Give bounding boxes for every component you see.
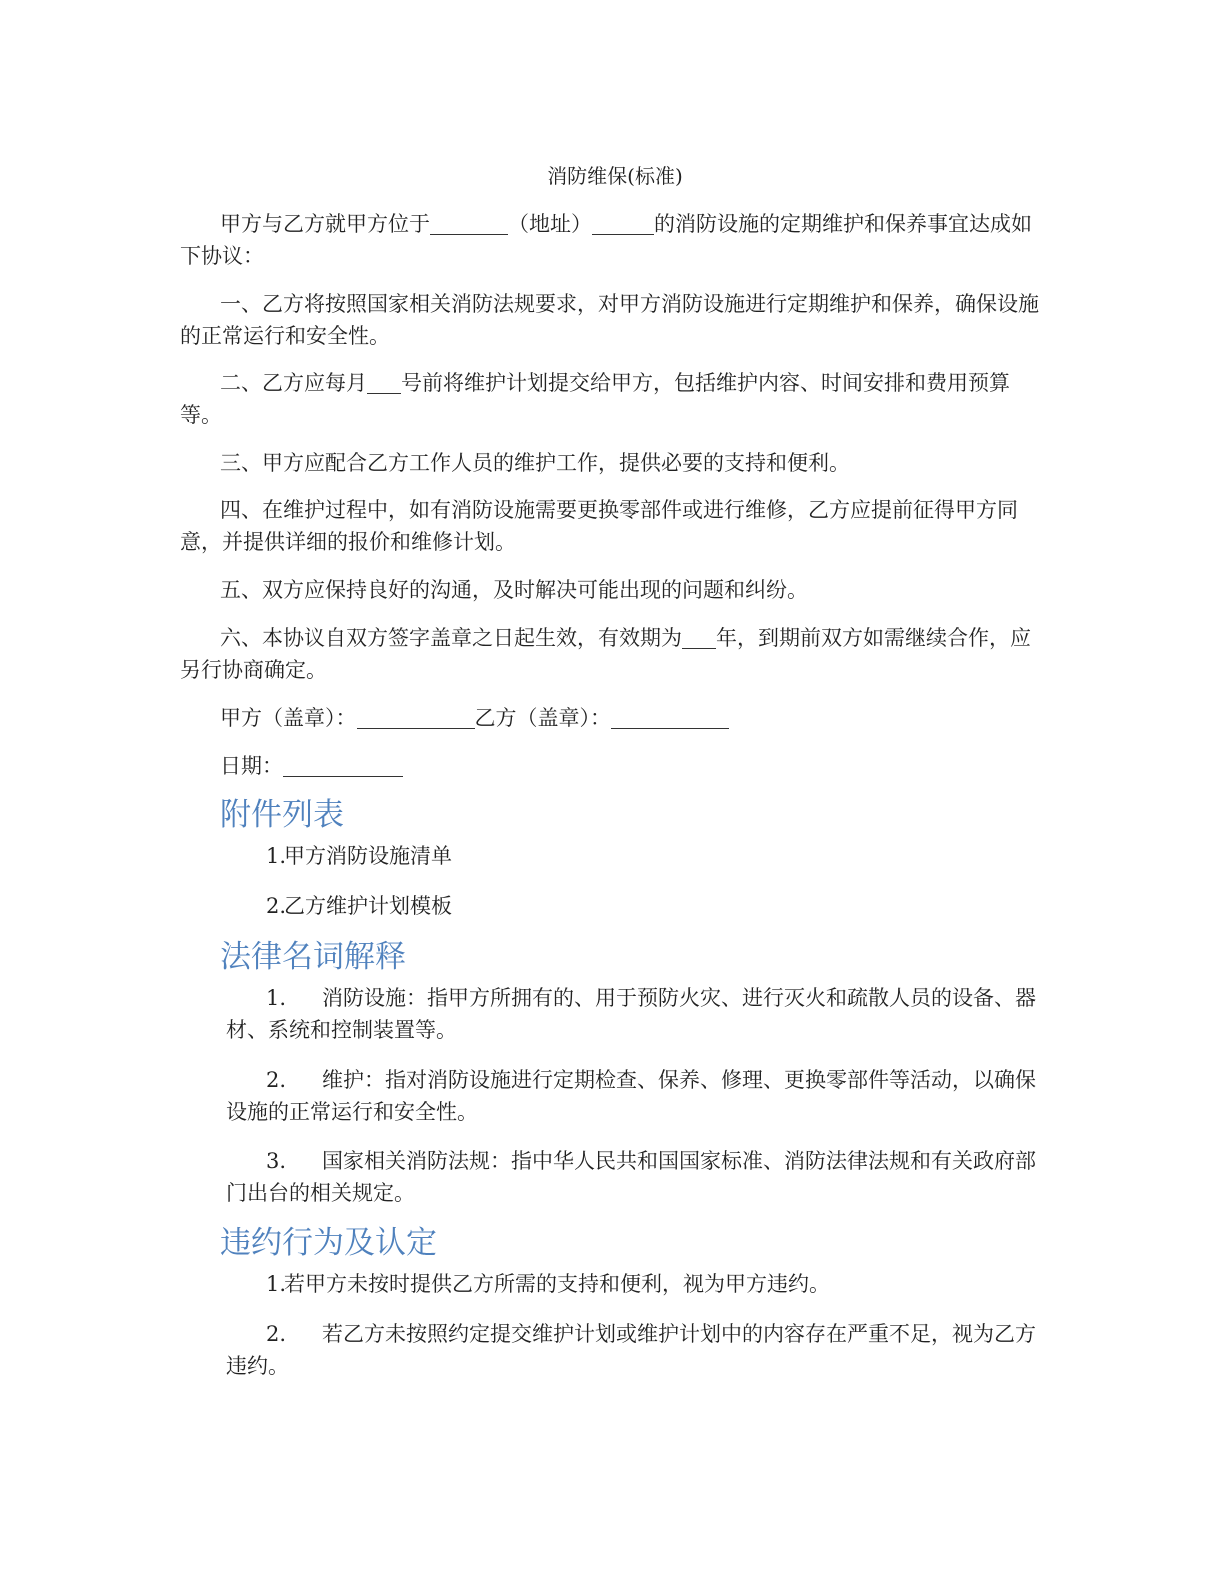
list-number: 2.: [266, 1322, 287, 1346]
list-item: [226, 840, 1046, 872]
address-blank-2[interactable]: [592, 212, 654, 235]
party-b-signature-field[interactable]: [611, 706, 729, 729]
list-number: 1.: [266, 1272, 287, 1296]
list-text: 消防设施：指甲方所拥有的、用于预防火灾、进行灭火和疏散人员的设备、器材、系统和控制装置等。: [226, 986, 1036, 1042]
date-line: [220, 750, 403, 782]
list-item: [226, 1145, 1046, 1209]
list-item: [226, 1064, 1046, 1128]
list-number: 2.: [266, 894, 287, 918]
list-text: 若甲方未按时提供乙方所需的支持和便利，视为甲方违约。: [284, 1272, 830, 1296]
intro-text-3: 的消防设施的定期维护和保养事宜达成如下协议：: [180, 212, 1032, 268]
list-number: 3.: [266, 1149, 287, 1173]
day-blank[interactable]: [367, 371, 401, 394]
date-label: 日期：: [220, 754, 283, 778]
definitions-heading: 法律名词解释: [220, 939, 406, 975]
clause-2-text-a: 二、乙方应每月: [220, 371, 367, 395]
attachments-heading: 附件列表: [220, 797, 344, 833]
clause-6-text-a: 六、本协议自双方签字盖章之日起生效，有效期为: [220, 626, 682, 650]
clause-6: [180, 622, 1040, 686]
clause-4: 四、在维护过程中，如有消防设施需要更换零部件或进行维修，乙方应提前征得甲方同意，并提供详细的报价和维修计划。: [180, 498, 1018, 554]
clause-1: 一、乙方将按照国家相关消防法规要求，对甲方消防设施进行定期维护和保养，确保设施的正常运行和安全性。: [180, 292, 1039, 348]
party-b-label: 乙方（盖章）：: [474, 706, 611, 730]
list-text: 维护：指对消防设施进行定期检查、保养、修理、更换零部件等活动，以确保设施的正常运行和安全性。: [226, 1068, 1036, 1124]
clause-2: [180, 367, 1040, 431]
list-number: 1.: [266, 844, 287, 868]
clause-6-text-b: 年，到期前双方如需继续合作，应另行协商确定。: [180, 626, 1031, 682]
document-page: [180, 0, 1050, 1584]
signature-line: [220, 702, 729, 734]
date-field[interactable]: [283, 754, 403, 777]
clause-2-text-b: 号前将维护计划提交给甲方，包括维护内容、时间安排和费用预算等。: [180, 371, 1010, 427]
list-item: [226, 1268, 1046, 1300]
clause-3: 三、甲方应配合乙方工作人员的维护工作，提供必要的支持和便利。: [220, 451, 850, 475]
years-blank[interactable]: [682, 626, 716, 649]
list-item: [226, 982, 1046, 1046]
list-number: 1.: [266, 986, 287, 1010]
document-title: 消防维保(标准): [547, 164, 683, 188]
clause-5: 五、双方应保持良好的沟通，及时解决可能出现的问题和纠纷。: [220, 578, 808, 602]
intro-text-2: （地址）: [508, 212, 592, 236]
list-item: [226, 1318, 1046, 1382]
party-a-label: 甲方（盖章）：: [220, 706, 357, 730]
list-number: 2.: [266, 1068, 287, 1092]
list-text: 甲方消防设施清单: [284, 844, 452, 868]
intro-text-1: 甲方与乙方就甲方位于: [220, 212, 430, 236]
party-a-signature-field[interactable]: [357, 706, 475, 729]
address-blank[interactable]: [430, 212, 508, 235]
list-text: 若乙方未按照约定提交维护计划或维护计划中的内容存在严重不足，视为乙方违约。: [226, 1322, 1036, 1378]
list-text: 乙方维护计划模板: [284, 894, 452, 918]
list-item: [226, 890, 1046, 922]
breach-heading: 违约行为及认定: [220, 1225, 437, 1261]
intro-paragraph: [180, 208, 1040, 272]
list-text: 国家相关消防法规：指中华人民共和国国家标准、消防法律法规和有关政府部门出台的相关规定。: [226, 1149, 1036, 1205]
